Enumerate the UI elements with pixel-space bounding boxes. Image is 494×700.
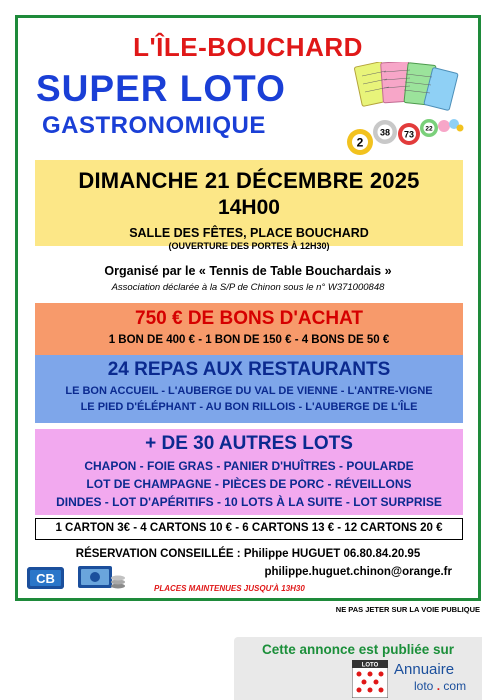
association-line: Association déclarée à la S/P de Chinon sous le n° W371000848 <box>111 282 385 293</box>
date-band <box>35 160 463 251</box>
repas-line-1: LE BON ACCUEIL - L'AUBERGE DU VAL DE VIENNE - L'ANTRE-VIGNE <box>65 385 433 397</box>
brand-name: Annuaire <box>394 661 455 678</box>
loto-small-balls <box>438 119 464 132</box>
cash-icon <box>78 564 126 592</box>
repas-band <box>35 355 463 423</box>
event-venue: SALLE DES FÊTES, PLACE BOUCHARD <box>129 226 369 240</box>
town-name: L'ÎLE-BOUCHARD <box>133 32 363 62</box>
repas-headline: 24 REPAS AUX RESTAURANTS <box>107 359 391 380</box>
lots-line-2: LOT DE CHAMPAGNE - PIÈCES DE PORC - RÉVEILLONS <box>86 477 412 491</box>
banner-text: Cette annonce est publiée sur <box>261 642 455 657</box>
disposal-notice: NE PAS JETER SUR LA VOIE PUBLIQUE <box>335 605 480 614</box>
loto-ball-73 <box>398 123 420 145</box>
bons-band <box>35 303 463 355</box>
lots-line-3: DINDES - LOT D'APÉRITIFS - 10 LOTS À LA SUITE - LOT SURPRISE <box>56 495 442 509</box>
poster-title: SUPER LOTO <box>36 68 286 109</box>
pricing-box: 1 CARTON 3€ - 4 CARTONS 10 € - 6 CARTONS 13 € - 12 CARTONS 20 € <box>35 518 463 540</box>
organizer-line: Organisé par le « Tennis de Table Bouchardais » <box>104 264 392 278</box>
annuaire-loto-logo-icon <box>352 660 388 698</box>
logo-tag: LOTO <box>361 662 379 669</box>
loto-ball-38 <box>373 120 397 144</box>
loto-ball-73-number: 73 <box>403 129 415 140</box>
event-date: DIMANCHE 21 DÉCEMBRE 2025 <box>78 168 420 193</box>
brand-sub: loto <box>414 679 434 693</box>
poster-subtitle: GASTRONOMIQUE <box>42 112 266 139</box>
lots-headline: + DE 30 AUTRES LOTS <box>145 433 353 454</box>
lots-line-1: CHAPON - FOIE GRAS - PANIER D'HUÎTRES - POULARDE <box>84 459 414 473</box>
brand-tld: com <box>443 679 467 693</box>
loto-ball-38-number: 38 <box>379 127 391 138</box>
reservation-line: RÉSERVATION CONSEILLÉE : Philippe HUGUET 06.80.84.20.95 <box>75 548 421 560</box>
places-notice: PLACES MAINTENUES JUSQU'À 13H30 <box>154 584 305 593</box>
loto-ball-22-number: 22 <box>425 125 433 133</box>
bons-detail: 1 BON DE 400 € - 1 BON DE 150 € - 4 BONS DE 50 € <box>108 334 390 346</box>
loto-poster <box>15 15 481 601</box>
event-time: 14H00 <box>218 196 280 219</box>
repas-line-2: LE PIED D'ÉLÉPHANT - AU BON RILLOIS - L'AUBERGE DE L'ÎLE <box>80 401 418 413</box>
lots-band <box>35 429 463 515</box>
loto-ball-2 <box>347 129 373 155</box>
annuaire-loto-banner[interactable] <box>234 637 482 700</box>
brand-domain: loto . com <box>414 679 467 693</box>
loto-cards-illustration <box>336 62 464 162</box>
bons-headline: 750 € DE BONS D'ACHAT <box>135 308 363 329</box>
loto-ball-22 <box>420 119 438 137</box>
credit-card-label: CB <box>36 571 55 586</box>
doors-opening: (OUVERTURE DES PORTES À 12H30) <box>168 241 330 251</box>
loto-ball-2-number: 2 <box>356 135 364 150</box>
contact-email: philippe.huguet.chinon@orange.fr <box>264 566 452 578</box>
loto-card-icon <box>354 62 458 111</box>
credit-card-icon <box>27 567 64 589</box>
